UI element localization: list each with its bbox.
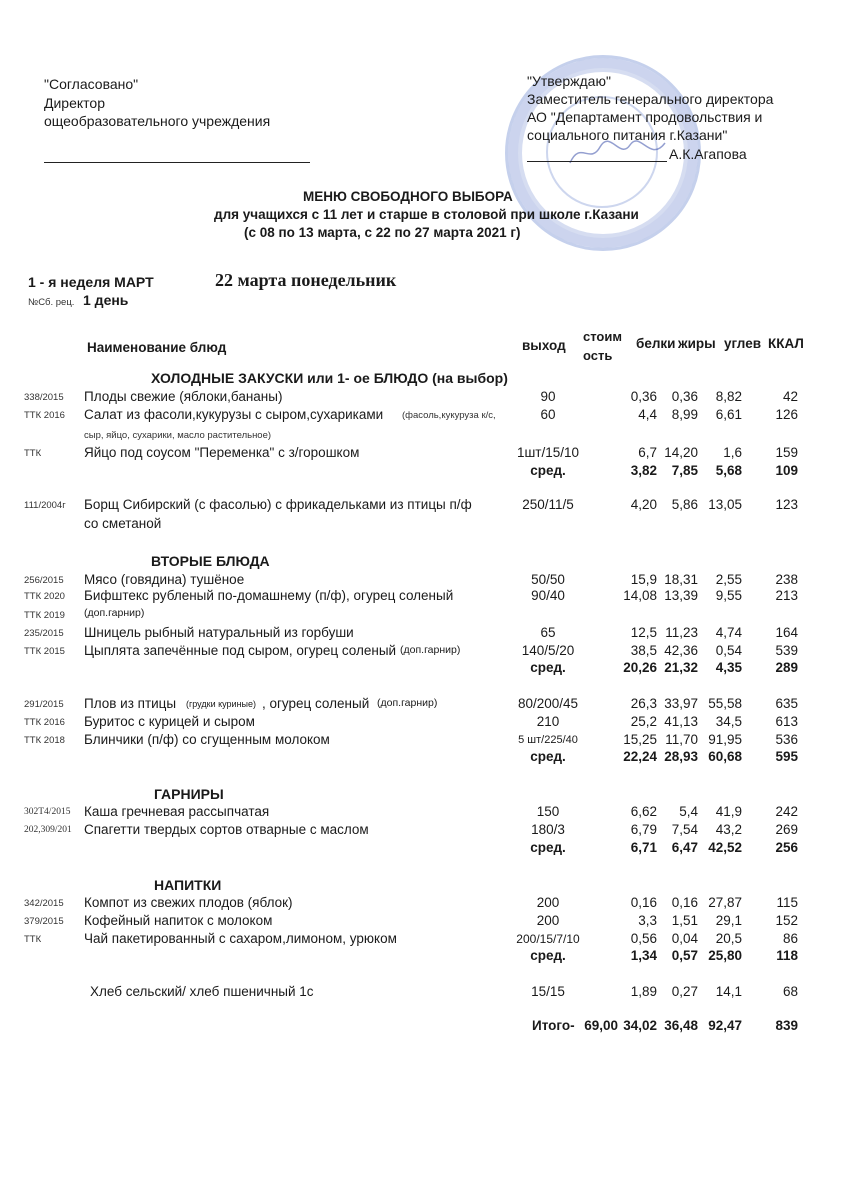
col-header-name: Наименование блюд (87, 340, 227, 355)
col-header-cost-1: стоим (583, 329, 622, 344)
section-main-courses: ВТОРЫЕ БЛЮДА (151, 553, 270, 569)
table-row: ТТК 2016 Буритос с курицей и сыром 210 25,2 41,13 34,5 613 (24, 714, 798, 729)
table-row: ТТК Чай пакетированный с сахаром,лимоном, урюком 200/15/7/10 0,56 0,04 20,5 86 (24, 931, 798, 946)
approval-left-org: ощеобразовательного учреждения (44, 113, 271, 129)
signature-line-right (527, 161, 667, 162)
average-row: сред. 22,24 28,93 60,68 595 (530, 749, 798, 764)
total-row: Итого- 69,00 34,02 36,48 92,47 839 (532, 1018, 798, 1033)
table-row: ТТК Яйцо под соусом "Переменка" с з/горошком 1шт/15/10 6,7 14,20 1,6 159 (24, 445, 798, 460)
recipe-label: №Сб. рец. (28, 297, 75, 308)
row-code-secondary: ТТК 2019 (24, 610, 65, 621)
table-row: ТТК 2015 Цыплята запечённые под сыром, огурец соленый (доп.гарнир) 140/5/20 38,5 42,36 0,54 539 (24, 643, 798, 658)
average-row: сред. 3,82 7,85 5,68 109 (530, 463, 798, 478)
approval-right-line1: Заместитель генерального директора (527, 91, 774, 107)
average-row: сред. 1,34 0,57 25,80 118 (530, 948, 798, 963)
col-header-carbs: углев (724, 336, 761, 351)
approval-right-line2: АО "Департамент продовольствия и (527, 109, 763, 125)
approval-right-signer: А.К.Агапова (669, 146, 747, 162)
col-header-output: выход (522, 338, 566, 353)
table-row: ТТК 2020 Бифштекс рубленый по-домашнему (п/ф), огурец соленый 90/40 14,08 13,39 9,55 213 (24, 588, 798, 603)
row-note: сыр, яйцо, сухарики, масло растительное) (84, 430, 272, 441)
table-row: ТТК 2018 Блинчики (п/ф) со сгущенным молоком 5 шт/225/40 15,25 11,70 91,95 536 (24, 732, 798, 747)
col-header-kcal: ККАЛ (768, 336, 804, 351)
table-row: 342/2015 Компот из свежих плодов (яблок) 200 0,16 0,16 27,87 115 (24, 895, 798, 910)
table-row: ТТК 2016 Салат из фасоли,кукурузы с сыром,сухариками (фасоль,кукуруза к/с, 60 4,4 8,99 6,61 126 (24, 407, 798, 422)
table-row: 338/2015 Плоды свежие (яблоки,бананы) 90 0,36 0,36 8,82 42 (24, 389, 798, 404)
week-label: 1 - я неделя МАРТ (28, 274, 154, 290)
approval-right-line3: социального питания г.Казани" (527, 127, 728, 143)
table-row: 235/2015 Шницель рыбный натуральный из горбуши 65 12,5 11,23 4,74 164 (24, 625, 798, 640)
col-header-protein: белки (636, 336, 676, 351)
table-row: 256/2015 Мясо (говядина) тушёное 50/50 15,9 18,31 2,55 238 (24, 572, 798, 587)
day-label: 1 день (83, 292, 129, 308)
approval-left-label: "Согласовано" (44, 76, 139, 92)
table-row: 291/2015 Плов из птицы (грудки куриные) , огурец соленый (доп.гарнир) 80/200/45 26,3 33,97 55,58 635 (24, 696, 798, 711)
approval-right-label: "Утверждаю" (527, 73, 611, 89)
date-label: 22 марта понедельник (215, 270, 397, 290)
table-row: 302Т4/2015 Каша гречневая рассыпчатая 150 6,62 5,4 41,9 242 (24, 804, 798, 819)
section-side-dishes: ГАРНИРЫ (154, 786, 224, 802)
signature-line-left (44, 162, 310, 163)
table-row: Хлеб сельский/ хлеб пшеничный 1с 15/15 1,89 0,27 14,1 68 (90, 984, 798, 999)
table-row: 202,309/201 Спагетти твердых сортов отварные с маслом 180/3 6,79 7,54 43,2 269 (24, 822, 798, 837)
approval-left-position: Директор (44, 95, 105, 111)
page-title: МЕНЮ СВОБОДНОГО ВЫБОРА (303, 189, 513, 204)
table-row: 379/2015 Кофейный напиток с молоком 200 3,3 1,51 29,1 152 (24, 913, 798, 928)
average-row: сред. 6,71 6,47 42,52 256 (530, 840, 798, 855)
section-cold-starters: ХОЛОДНЫЕ ЗАКУСКИ или 1- ое БЛЮДО (на выбор) (151, 370, 508, 386)
page-subtitle: для учащихся с 11 лет и старше в столовой при школе г.Казани (214, 207, 639, 222)
average-row: сред. 20,26 21,32 4,35 289 (530, 660, 798, 675)
page-period: (с 08 по 13 марта, с 22 по 27 марта 2021 г) (244, 225, 521, 240)
row-name-continued: со сметаной (84, 516, 162, 531)
section-drinks: НАПИТКИ (154, 877, 222, 893)
table-row: 111/2004г Борщ Сибирский (с фасолью) с фрикадельками из птицы п/ф 250/11/5 4,20 5,86 13,05 123 (24, 497, 798, 512)
row-note: (доп.гарнир) (84, 607, 145, 619)
col-header-cost-2: ость (583, 348, 613, 363)
col-header-fat: жиры (678, 336, 716, 351)
